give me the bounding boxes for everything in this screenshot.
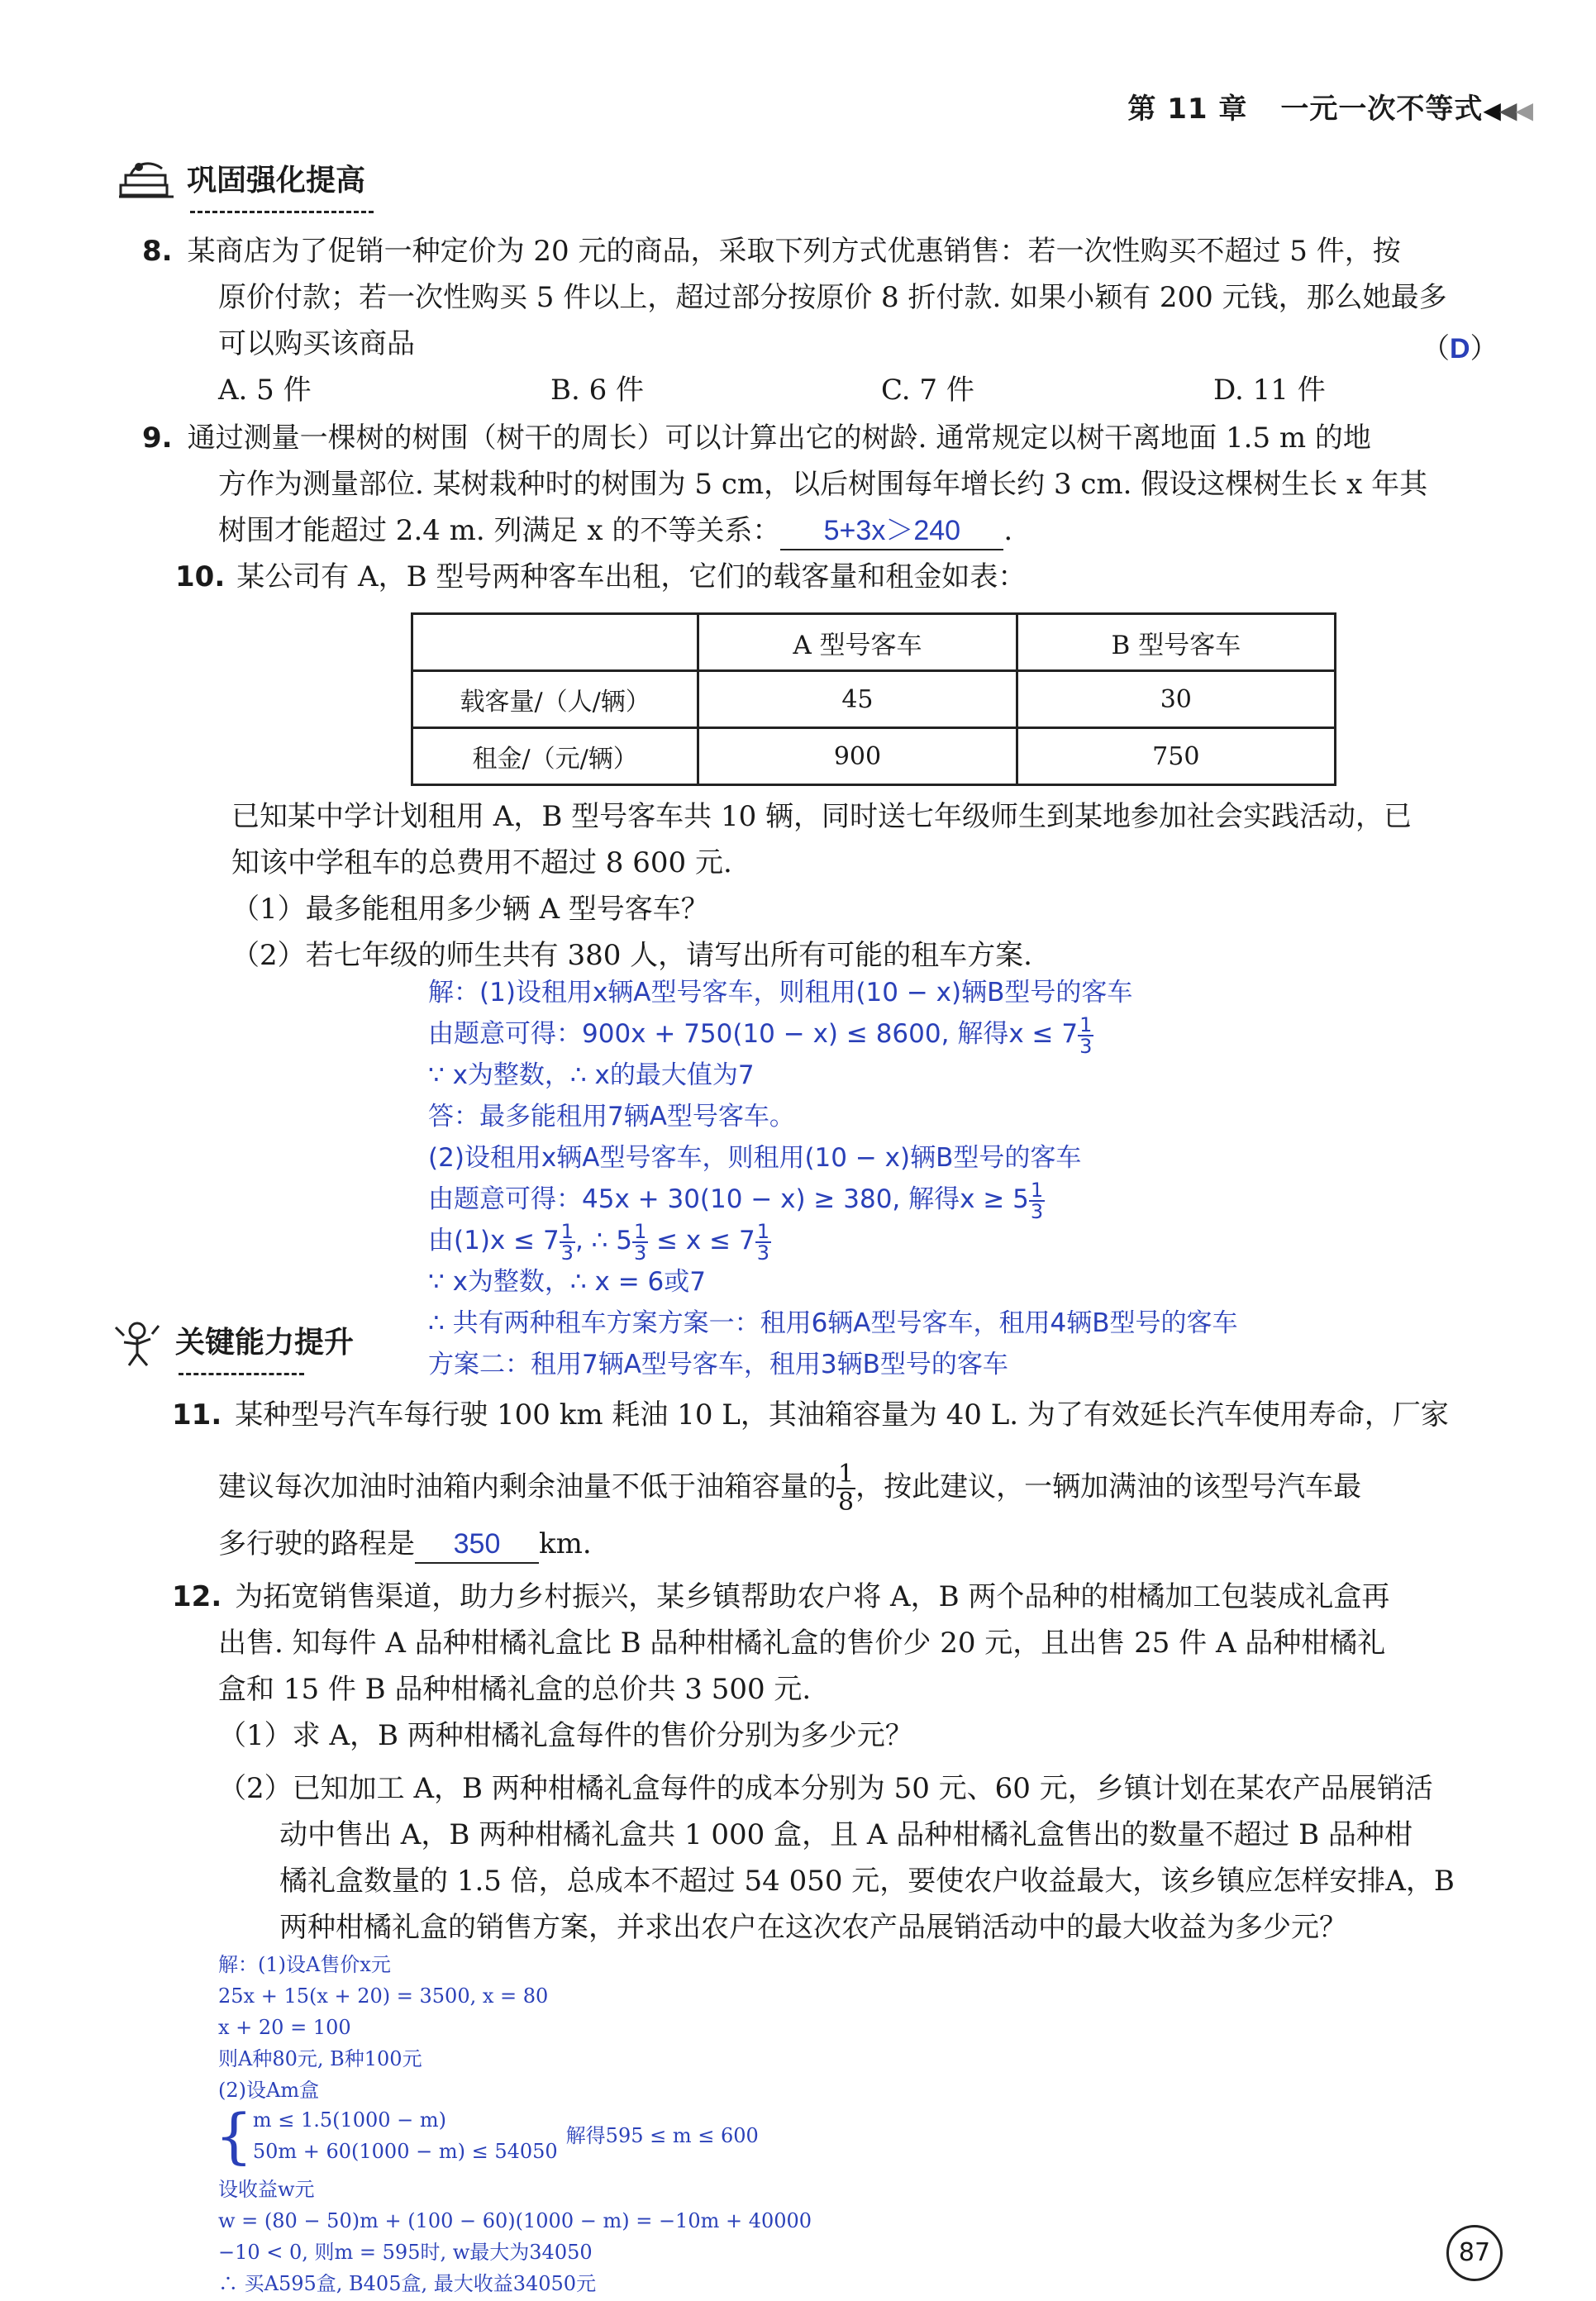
question-11-line-3: 多行驶的路程是 350 km. (218, 1526, 592, 1564)
solution-12-line-9: ∴ 买A595盒, B405盒, 最大收益34050元 (218, 2272, 597, 2295)
chapter-header (1127, 86, 1532, 126)
table-cell: 30 (1017, 671, 1335, 728)
table-row (412, 728, 1336, 785)
table-header-cell: A 型号客车 (698, 614, 1017, 671)
solution-10-line-8: ∵ x为整数，∴ x = 6或7 (428, 1267, 706, 1297)
answer-choice: D (1450, 333, 1470, 364)
question-12-sub-2-line-2: 动中售出 A，B 两种柑橘礼盒共 1 000 盒，且 A 品种柑橘礼盒售出的数量不超过 B 品种柑 (279, 1818, 1413, 1851)
table-header-cell (412, 614, 698, 671)
question-9-line-2: 方作为测量部位. 某树栽种时的树围为 5 cm，以后树围每年增长约 3 cm. 假设这棵树生长 x 年其 (218, 468, 1428, 501)
question-12-sub-2-line-1: （2）已知加工 A，B 两种柑橘礼盒每件的成本分别为 50 元、60 元，乡镇计划在某农产品展销活 (218, 1772, 1433, 1805)
table-row (412, 671, 1336, 728)
section-title: 关键能力提升 (175, 1326, 355, 1360)
chapter-title: 一元一次不等式 (1280, 93, 1484, 126)
solution-10-line-9: ∴ 共有两种租车方案方案一：租用6辆A型号客车，租用4辆B型号的客车 (428, 1308, 1238, 1338)
solution-12-line-6: 设收益w元 (218, 2178, 315, 2201)
question-12-sub-1: （1）求 A，B 两种柑橘礼盒每件的售价分别为多少元？ (218, 1719, 913, 1752)
table-cell: 45 (698, 671, 1017, 728)
page-number: 87 (1446, 2225, 1503, 2281)
question-9-line-3: 树围才能超过 2.4 m. 列满足 x 的不等关系： 5+3x＞240 . (218, 512, 1012, 550)
option-b: B. 6 件 (550, 374, 645, 407)
books-icon (116, 157, 182, 207)
question-8-answer: （D） (1422, 332, 1498, 365)
question-number: 11. (172, 1398, 222, 1432)
solution-12-system: { m ≤ 1.5(1000 − m) 50m + 60(1000 − m) ≤ 54050 解得595 ≤ m ≤ 600 (215, 2101, 759, 2170)
solution-10-line-3: ∵ x为整数，∴ x的最大值为7 (428, 1060, 755, 1090)
solution-10-line-10: 方案二：租用7辆A型号客车，租用3辆B型号的客车 (428, 1350, 1008, 1379)
triangle-icon: ◀ (1498, 97, 1516, 124)
triangle-icon: ◀ (1515, 97, 1532, 124)
solution-10-line-4: 答：最多能租用7辆A型号客车。 (428, 1102, 795, 1131)
question-8-line-1: 8. 某商店为了促销一种定价为 20 元的商品，采取下列方式优惠销售：若一次性购买不超过 5 件，按 (142, 235, 1401, 268)
section-consolidate (116, 157, 365, 207)
question-12-line-1: 12. 为拓宽销售渠道，助力乡村振兴，某乡镇帮助农户将 A，B 两个品种的柑橘加工包装成礼盒再 (172, 1580, 1390, 1613)
solution-12-line-4: 则A种80元, B种100元 (218, 2047, 422, 2070)
question-10-body-1: 已知某中学计划租用 A，B 型号客车共 10 辆，同时送七年级师生到某地参加社会实践活动，已 (231, 800, 1413, 833)
question-12-line-3: 盒和 15 件 B 品种柑橘礼盒的总价共 3 500 元. (218, 1673, 812, 1706)
chapter-number: 第 11 章 (1127, 93, 1248, 126)
question-number: 12. (172, 1580, 222, 1613)
solution-10-line-2: 由题意可得：900x + 750(10 − x) ≤ 8600, 解得x ≤ 7 $\frac{1}{3}$ (428, 1012, 1093, 1058)
brace-icon: { (215, 2101, 253, 2170)
question-11-line-1: 11. 某种型号汽车每行驶 100 km 耗油 10 L，其油箱容量为 40 L. 为了有效延长汽车使用寿命，厂家 (172, 1398, 1449, 1432)
solution-10-line-5: (2)设租用x辆A型号客车，则租用(10 − x)辆B型号的客车 (428, 1143, 1082, 1173)
option-c: C. 7 件 (881, 374, 974, 407)
question-number: 10. (175, 560, 226, 593)
question-10-intro: 10. 某公司有 A，B 型号两种客车出租，它们的载客量和租金如表： (175, 560, 1027, 593)
question-12-line-2: 出售. 知每件 A 品种柑橘礼盒比 B 品种柑橘礼盒的售价少 20 元，且出售 25 件 A 品种柑橘礼 (218, 1627, 1386, 1660)
question-8-line-3: 可以购买该商品 (218, 327, 415, 360)
answer-inequality: 5+3x＞240 (823, 515, 961, 546)
question-11-line-2: 建议每次加油时油箱内剩余油量不低于油箱容量的 $\frac{1}{8}$ ，按此建议，一辆加满油的该型号汽车最 (218, 1460, 1362, 1517)
question-10-sub-2: （2）若七年级的师生共有 380 人，请写出所有可能的租车方案. (231, 939, 1032, 972)
question-number: 8. (142, 235, 173, 268)
table-cell: 900 (698, 728, 1017, 785)
solution-12-line-3: x + 20 = 100 (218, 2016, 351, 2039)
rental-table (411, 612, 1336, 786)
section-title: 巩固强化提高 (187, 164, 366, 198)
question-12-sub-2-line-3: 橘礼盒数量的 1.5 倍，总成本不超过 54 050 元，要使农户收益最大，该乡镇应怎样安排A，B (279, 1865, 1455, 1898)
option-a: A. 5 件 (218, 374, 312, 407)
table-row (412, 614, 1336, 671)
solution-12-line-2: 25x + 15(x + 20) = 3500, x = 80 (218, 1984, 549, 2008)
question-10-body-2: 知该中学租车的总费用不超过 8 600 元. (231, 846, 732, 879)
solution-12-line-1: 解：(1)设A售价x元 (218, 1953, 391, 1976)
solution-12-line-8: −10 < 0, 则m = 595时, w最大为34050 (218, 2241, 593, 2264)
table-cell: 租金/（元/辆） (412, 728, 698, 785)
section-key-ability (104, 1319, 354, 1369)
question-10-sub-1: （1）最多能租用多少辆 A 型号客车？ (231, 893, 709, 926)
triangle-icon: ◀ (1483, 97, 1499, 124)
table-cell: 载客量/（人/辆） (412, 671, 698, 728)
question-number: 9. (142, 422, 173, 455)
question-12-sub-2-line-4: 两种柑橘礼盒的销售方案，并求出农户在这次农产品展销活动中的最大收益为多少元？ (279, 1911, 1347, 1944)
question-8-line-2: 原价付款；若一次性购买 5 件以上，超过部分按原价 8 折付款. 如果小颖有 200 元钱，那么她最多 (218, 281, 1447, 314)
table-cell: 750 (1017, 728, 1335, 785)
solution-10-line-1: 解：(1)设租用x辆A型号客车，则租用(10 − x)辆B型号的客车 (428, 978, 1133, 1008)
solution-10-line-7: 由(1)x ≤ 7 $\frac{1}{3}$ , ∴ 5 $\frac{1}{3}$ ≤ x ≤ 7 $\frac{1}{3}$ (428, 1219, 769, 1265)
solution-12-line-5: (2)设Am盒 (218, 2079, 320, 2102)
option-d: D. 11 件 (1213, 374, 1326, 407)
answer-distance: 350 (453, 1528, 501, 1560)
table-header-cell: B 型号客车 (1017, 614, 1335, 671)
person-icon (104, 1319, 170, 1369)
question-9-line-1: 9. 通过测量一棵树的树围（树干的周长）可以计算出它的树龄. 通常规定以树干离地面 1.5 m 的地 (142, 422, 1371, 455)
solution-10-line-6: 由题意可得：45x + 30(10 − x) ≥ 380, 解得x ≥ 5 $\frac{1}{3}$ (428, 1178, 1044, 1223)
solution-12-line-7: w = (80 − 50)m + (100 − 60)(1000 − m) = −10m + 40000 (218, 2209, 812, 2232)
